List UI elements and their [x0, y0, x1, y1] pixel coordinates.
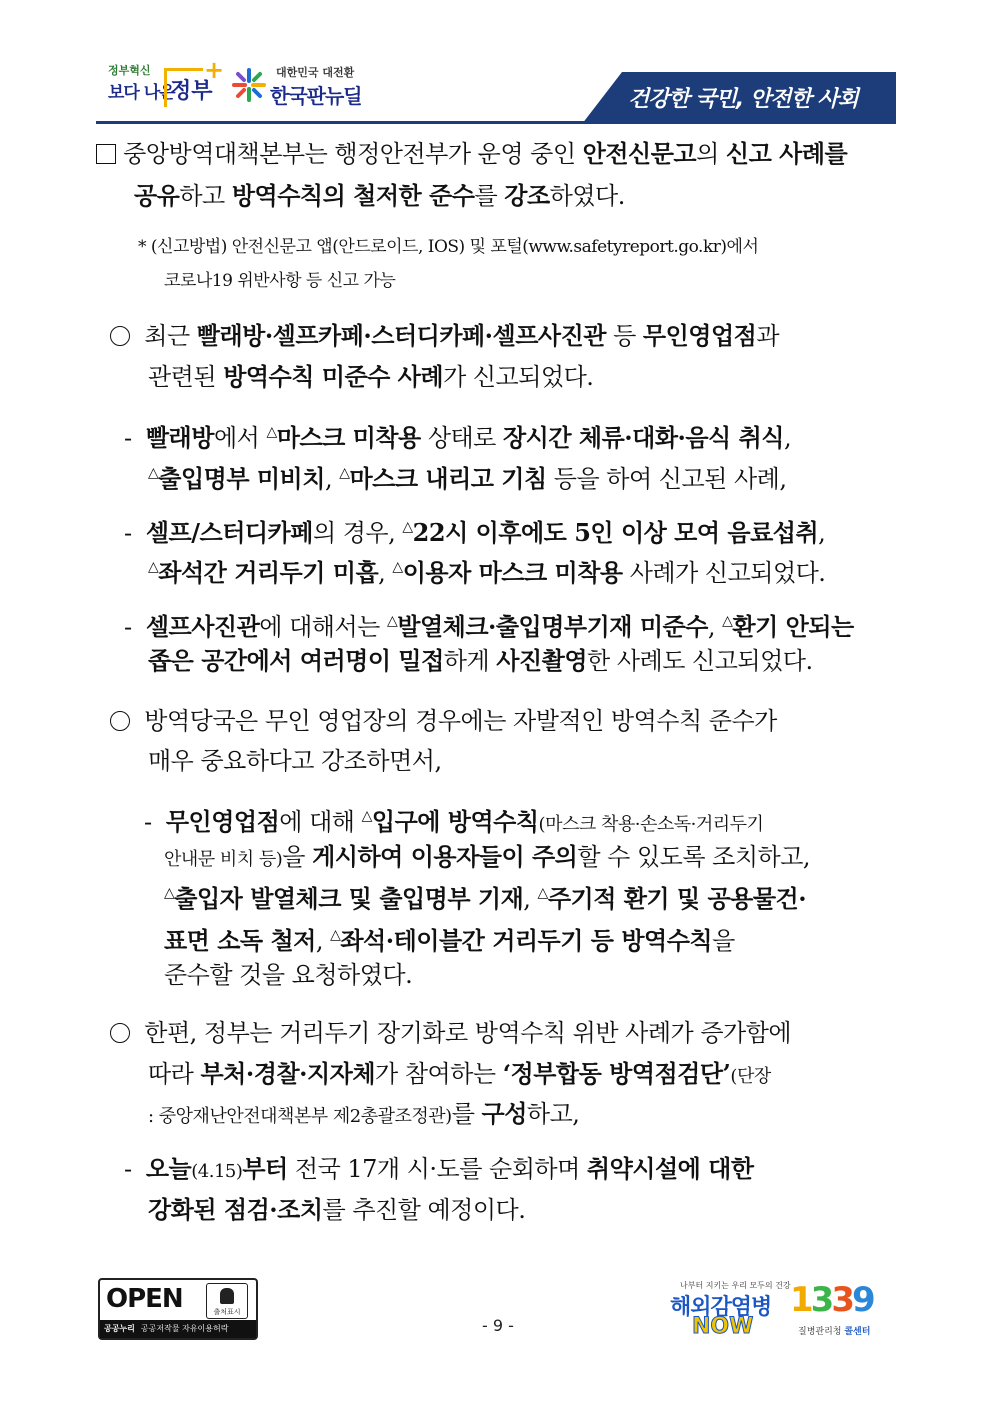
dash-item-1-line-2: △출입명부 미비치, △마스크 내리고 기침 등을 하여 신고된 사례,: [148, 464, 787, 493]
circle-item-3-line-3: : 중앙재난안전대책본부 제2총괄조정관)를 구성하고,: [148, 1099, 580, 1128]
dash-item-4-line-1: - 무인영업점에 대해 △입구에 방역수칙(마스크 착용·손소독·거리두기: [144, 807, 764, 836]
circle-item-1-line-1: 최근 빨래방·셀프카페·스터디카페·셀프사진관 등 무인영업점과: [110, 321, 779, 351]
korean-new-deal-logo: 대한민국 대전환 한국판뉴딜: [232, 64, 372, 108]
hotline-number: 1339: [790, 1280, 873, 1320]
note-line-1: * (신고방법) 안전신문고 앱(안드로이드, IOS) 및 포털(www.safetyreport.go.kr)에서: [138, 237, 759, 257]
plus-icon: +: [204, 56, 225, 84]
dash-item-5-line-1: - 오늘(4.15)부터 전국 17개 시·도를 순회하며 취약시설에 대한: [124, 1154, 754, 1183]
circle-item-3-line-2: 따라 부처·경찰·지자체가 참여하는 ‘정부합동 방역점검단’(단장: [148, 1059, 771, 1088]
circle-bullet-icon: [110, 711, 130, 731]
circle-bullet-icon: [110, 326, 130, 346]
license-bar: 공공누리 공공저작물 자유이용허락: [100, 1320, 256, 1338]
dash-item-4-line-5: 준수할 것을 요청하였다.: [164, 961, 413, 989]
circle-item-3-line-1: 한편, 정부는 거리두기 장기화로 방역수칙 위반 사례가 증가함에: [110, 1018, 791, 1048]
dash-item-5-line-2: 강화된 점검·조치를 추진할 예정이다.: [148, 1195, 526, 1224]
page-number: - 9 -: [482, 1316, 514, 1335]
slogan-text: 건강한 국민, 안전한 사회: [628, 87, 858, 112]
dash-item-3-line-2: 좁은 공간에서 여러명이 밀접하게 사진촬영한 사례도 신고되었다.: [148, 646, 813, 675]
circle-bullet-icon: [110, 1023, 130, 1043]
header-rule: [96, 121, 896, 124]
dash-item-4-line-4: 표면 소독 철저, △좌석·테이블간 거리두기 등 방역수칙을: [164, 926, 735, 955]
dash-item-2-line-2: △좌석간 거리두기 미흡, △이용자 마스크 미착용 사례가 신고되었다.: [148, 558, 826, 587]
dash-item-3-line-1: - 셀프사진관에 대해서는 △발열체크·출입명부기재 미준수, △환기 안되는: [124, 612, 854, 641]
open-wordmark: OPEN: [106, 1284, 183, 1314]
dash-item-1-line-1: - 빨래방에서 △마스크 미착용 상태로 장시간 체류·대화·음식 취식,: [124, 423, 792, 452]
person-icon: [220, 1288, 234, 1304]
paragraph-1-line-1: 중앙방역대책본부는 행정안전부가 운영 중인 안전신문고의 신고 사례를: [96, 139, 847, 169]
circle-item-1-line-2: 관련된 방역수칙 미준수 사례가 신고되었다.: [148, 362, 594, 391]
attribution-box: 출처표시: [206, 1283, 248, 1319]
circle-item-2-line-1: 방역당국은 무인 영업장의 경우에는 자발적인 방역수칙 준수가: [110, 706, 777, 736]
note-line-2: 코로나19 위반사항 등 신고 가능: [164, 271, 396, 291]
gov-innovation-logo: 정부혁신 보다 나은 정부 +: [108, 62, 220, 108]
square-bullet-icon: [96, 144, 116, 164]
new-deal-burst-icon: [232, 68, 266, 102]
kogl-open-license-badge: [98, 1278, 258, 1340]
dash-item-4-line-2: 안내문 비치 등)을 게시하여 이용자들이 주의할 수 있도록 조치하고,: [164, 842, 811, 871]
dash-item-4-line-3: △출입자 발열체크 및 출입명부 기재, △주기적 환기 및 공용물건·: [164, 884, 807, 913]
dash-item-2-line-1: - 셀프/스터디카페의 경우, △22시 이후에도 5인 이상 모여 음료섭취,: [124, 518, 826, 547]
overseas-infection-now-logo: 나부터 지키는 우리 모두의 건강 해외감염병 NOW: [670, 1281, 791, 1339]
kdca-1339-hotline-logo: 1339 질병관리청 콜센터: [790, 1280, 873, 1337]
circle-item-2-line-2: 매우 중요하다고 강조하면서,: [148, 747, 442, 775]
paragraph-1-line-2: 공유하고 방역수칙의 철저한 준수를 강조하였다.: [134, 181, 625, 210]
